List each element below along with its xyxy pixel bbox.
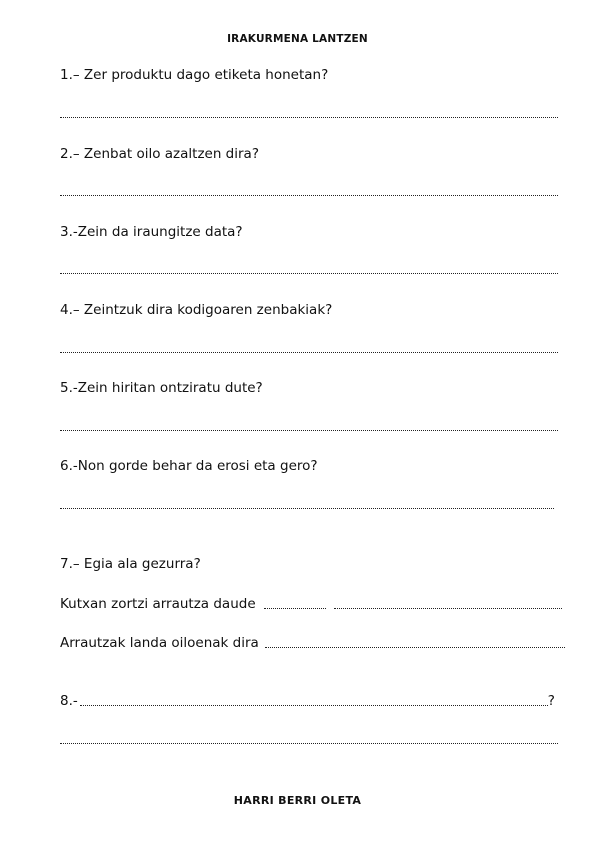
answer-line-4[interactable] <box>60 352 558 353</box>
question-4: 4.– Zeintzuk dira kodigoaren zenbakiak? <box>60 302 333 318</box>
answer-dots-1b[interactable] <box>334 608 562 609</box>
answer-dots-2[interactable] <box>265 647 565 648</box>
worksheet-title: IRAKURMENA LANTZEN <box>227 33 368 45</box>
statement-1: Kutxan zortzi arrautza daude <box>60 596 256 612</box>
statement-2: Arrautzak landa oiloenak dira <box>60 635 259 651</box>
answer-line-1[interactable] <box>60 117 558 118</box>
question-8 <box>60 693 555 709</box>
true-false-row-2 <box>60 635 565 651</box>
question-7: 7.– Egia ala gezurra? <box>60 556 201 572</box>
answer-line-6[interactable] <box>60 508 554 509</box>
question-3: 3.-Zein da iraungitze data? <box>60 224 243 240</box>
question-6: 6.-Non gorde behar da erosi eta gero? <box>60 458 318 474</box>
answer-dots-1a[interactable] <box>264 608 326 609</box>
answer-line-3[interactable] <box>60 273 558 274</box>
question-8-blank[interactable] <box>80 705 548 706</box>
answer-line-5[interactable] <box>60 430 558 431</box>
answer-line-2[interactable] <box>60 195 558 196</box>
question-5: 5.-Zein hiritan ontziratu dute? <box>60 380 263 396</box>
answer-line-8[interactable] <box>60 743 558 744</box>
worksheet-footer: HARRI BERRI OLETA <box>233 794 362 807</box>
question-2: 2.– Zenbat oilo azaltzen dira? <box>60 146 259 162</box>
true-false-row-1 <box>60 596 562 612</box>
question-8-prefix: 8.- <box>60 693 78 709</box>
question-8-suffix: ? <box>547 693 555 709</box>
question-1: 1.– Zer produktu dago etiketa honetan? <box>60 67 329 83</box>
